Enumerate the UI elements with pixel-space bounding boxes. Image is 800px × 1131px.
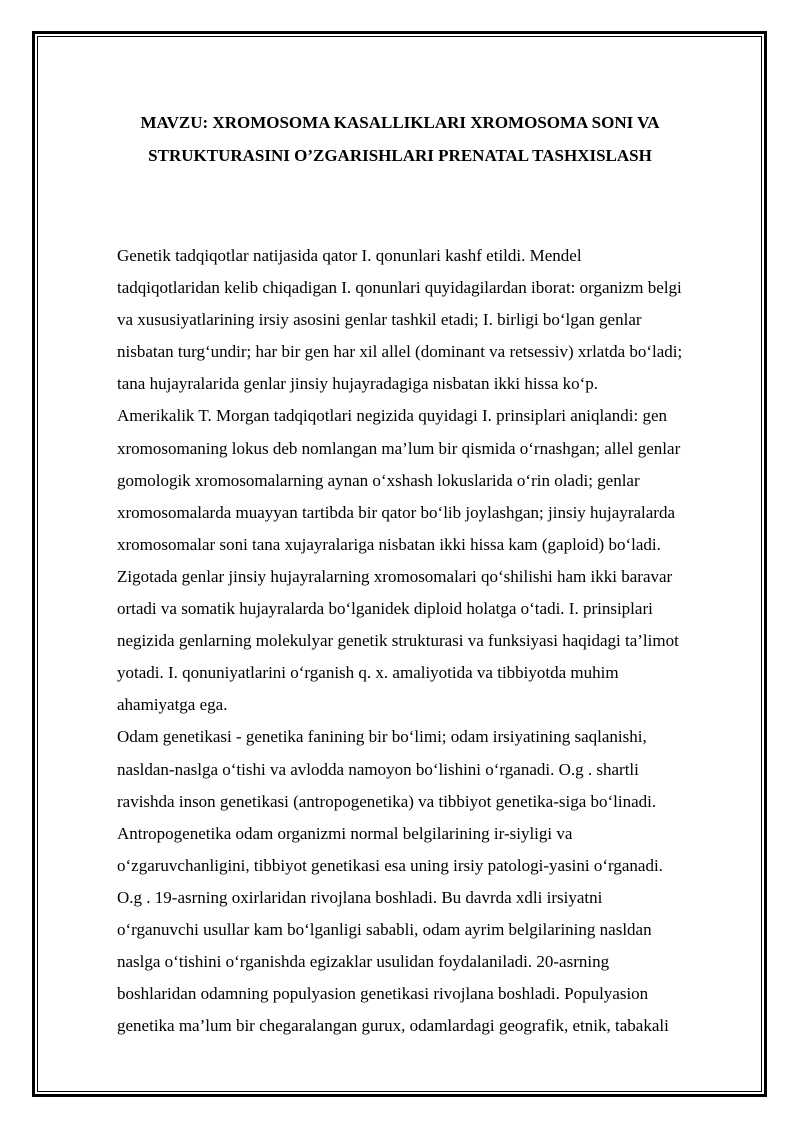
document-title [60, 107, 740, 172]
body-line: Genetik tadqiqotlar natijasida qator I. qonunlari kashf etildi. Mendel [117, 246, 582, 265]
body-line: O.g . 19-asrning oxirlaridan rivojlana boshladi. Bu davrda xdli irsiyatni [117, 887, 603, 907]
body-line: o‘zgaruvchanligini, tibbiyot genetikasi esa uning irsiy patologi-yasini o‘rganadi. [117, 855, 663, 875]
body-line: gomologik xromosomalarning aynan o‘xshash lokuslarida o‘rin oladi; genlar [117, 470, 640, 490]
document-body [117, 240, 707, 1042]
body-line: tana hujayralarida genlar jinsiy hujayradagiga nisbatan ikki hissa ko‘p. [117, 374, 599, 394]
body-line: va xususiyatlarining irsiy asosini genlar tashkil etadi; I. birligi bo‘lgan genlar [117, 310, 642, 330]
title-line: STRUKTURASINI O’ZGARISHLARI PRENATAL TASHXISLASH [148, 145, 652, 165]
body-line: xromosomalar soni tana xujayralariga nisbatan ikki hissa kam (gaploid) bo‘ladi. [117, 534, 661, 554]
body-line: Odam genetikasi - genetika fanining bir bo‘limi; odam irsiyatining saqlanishi, [117, 727, 647, 747]
body-line: boshlaridan odamning populyasion genetikasi rivojlana boshladi. Populyasion [117, 984, 649, 1004]
body-line: yotadi. I. qonuniyatlarini o‘rganish q. x. amaliyotida va tibbiyotda muhim [117, 663, 619, 683]
body-line: nasldan-naslga o‘tishi va avlodda namoyon bo‘lishini o‘rganadi. O.g . shartli [117, 759, 639, 779]
body-line: Zigotada genlar jinsiy hujayralarning xromosomalari qo‘shilishi ham ikki baravar [117, 566, 673, 586]
body-line: xromosomalarda muayyan tartibda bir qator bo‘lib joylashgan; jinsiy hujayralarda [117, 502, 676, 522]
body-line: nisbatan turg‘undir; har bir gen har xil allel (dominant va retsessiv) xrlatda bo‘ladi; [117, 342, 683, 362]
body-line: ravishda inson genetikasi (antropogenetika) va tibbiyot genetika-siga bo‘linadi. [117, 791, 657, 811]
body-line: xromosomaning lokus deb nomlangan ma’lum bir qismida o‘rnashgan; allel genlar [117, 438, 681, 458]
body-line: genetika ma’lum bir chegaralangan gurux, odamlardagi geografik, etnik, tabakali [117, 1016, 669, 1036]
title-line: MAVZU: XROMOSOMA KASALLIKLARI XROMOSOMA SONI VA [140, 113, 660, 132]
body-line: Antropogenetika odam organizmi normal belgilarining ir-siyligi va [117, 823, 573, 843]
body-line: o‘rganuvchi usullar kam bo‘lganligi sababli, odam ayrim belgilarining nasldan [117, 919, 652, 939]
body-line: tadqiqotlaridan kelib chiqadigan I. qonunlari quyidagilardan iborat: organizm belgi [117, 278, 682, 298]
body-line: negizida genlarning molekulyar genetik strukturasi va funksiyasi haqidagi ta’limot [117, 631, 679, 651]
body-line: Amerikalik T. Morgan tadqiqotlari negizida quyidagi I. prinsiplari aniqlandi: gen [117, 406, 668, 426]
body-line: ahamiyatga ega. [117, 695, 228, 715]
body-line: ortadi va somatik hujayralarda bo‘lganidek diploid holatga o‘tadi. I. prinsiplari [117, 599, 653, 619]
body-line: naslga o‘tishini o‘rganishda egizaklar usulidan foydalaniladi. 20-asrning [117, 952, 610, 972]
